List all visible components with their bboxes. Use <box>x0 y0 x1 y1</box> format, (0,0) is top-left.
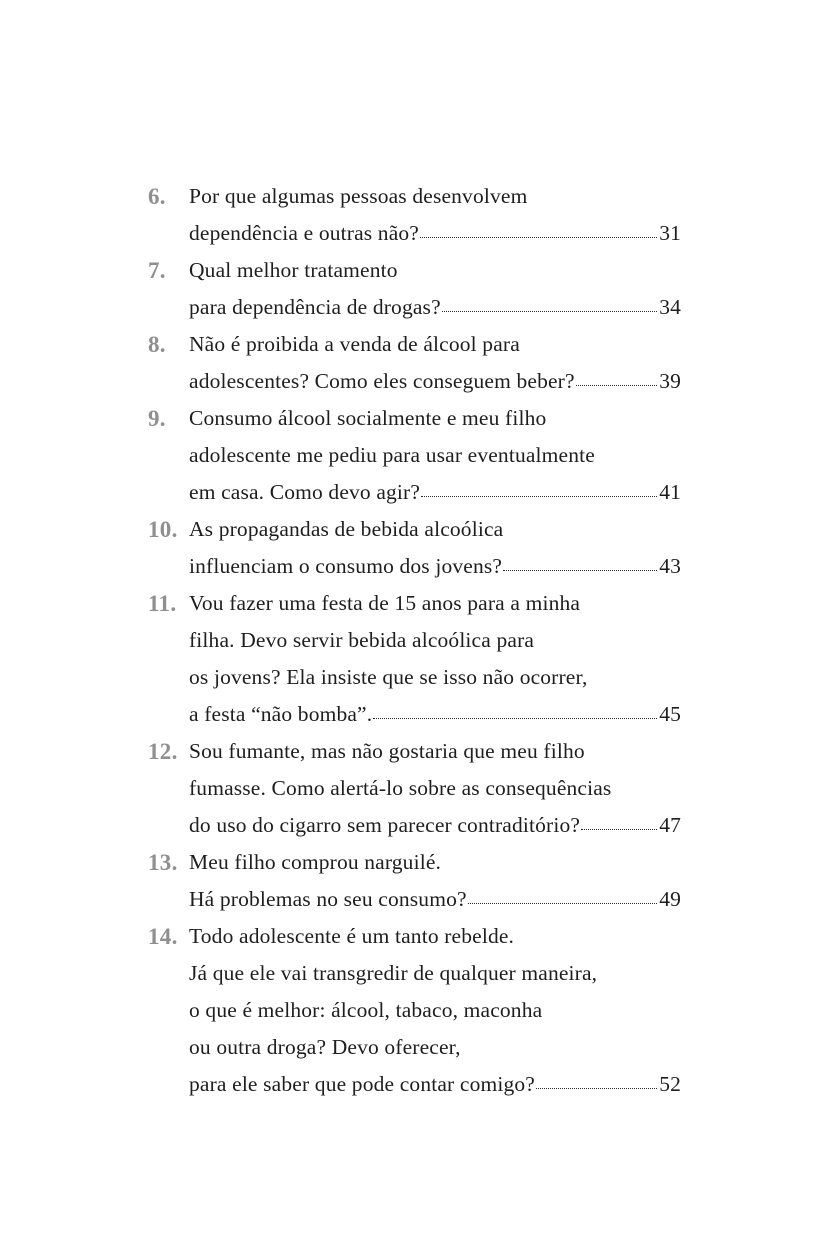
toc-entry[interactable] <box>148 585 681 733</box>
dot-leader <box>373 716 657 719</box>
toc-entry-title-line: Todo adolescente é um tanto rebelde. <box>189 924 515 948</box>
toc-entry-title-line: Consumo álcool socialmente e meu filho <box>189 406 547 430</box>
toc-entry-number: 8. <box>148 332 166 357</box>
toc-entry-last-line <box>189 881 681 918</box>
dot-leader <box>420 235 657 238</box>
toc-entry-title-line: a festa “não bomba”. <box>189 702 373 726</box>
toc-entry-last-line <box>189 474 681 511</box>
toc-entry-title-line: os jovens? Ela insiste que se isso não ocorrer, <box>189 665 588 689</box>
toc-entry-page-number: 45 <box>659 702 681 726</box>
toc-entry-title-line: fumasse. Como alertá-lo sobre as consequências <box>189 776 612 800</box>
toc-entry-number: 14. <box>148 924 178 949</box>
table-of-contents <box>148 178 681 1103</box>
toc-entry-page-number: 34 <box>659 295 681 319</box>
dot-leader <box>442 309 657 312</box>
toc-entry-last-line <box>189 215 681 252</box>
toc-entry-title-line: para dependência de drogas? <box>189 295 441 319</box>
toc-entry-title-line: ou outra droga? Devo oferecer, <box>189 1035 461 1059</box>
toc-entry-page-number: 43 <box>659 554 681 578</box>
toc-entry-title-line: Vou fazer uma festa de 15 anos para a minha <box>189 591 581 615</box>
toc-entry-last-line <box>189 807 681 844</box>
toc-entry-number: 13. <box>148 850 178 875</box>
toc-entry-title-line: Já que ele vai transgredir de qualquer maneira, <box>189 961 598 985</box>
toc-entry-page-number: 47 <box>659 813 681 837</box>
toc-entry[interactable] <box>148 511 681 585</box>
toc-entry[interactable] <box>148 733 681 844</box>
toc-entry[interactable] <box>148 178 681 252</box>
toc-entry-title-line: em casa. Como devo agir? <box>189 480 421 504</box>
dot-leader <box>503 568 657 571</box>
toc-entry-title-line: filha. Devo servir bebida alcoólica para <box>189 628 535 652</box>
toc-entry-page-number: 41 <box>659 480 681 504</box>
toc-entry-title-line: o que é melhor: álcool, tabaco, maconha <box>189 998 543 1022</box>
toc-entry-title-line: Não é proibida a venda de álcool para <box>189 332 520 356</box>
toc-entry[interactable] <box>148 326 681 400</box>
dot-leader <box>468 901 658 904</box>
dot-leader <box>576 383 658 386</box>
toc-entry-last-line <box>189 1066 681 1103</box>
toc-entry-title-line: adolescentes? Como eles conseguem beber? <box>189 369 575 393</box>
toc-entry-number: 11. <box>148 591 177 616</box>
toc-entry-last-line <box>189 363 681 400</box>
toc-entry-page-number: 31 <box>659 221 681 245</box>
toc-entry-title-line: dependência e outras não? <box>189 221 419 245</box>
toc-entry-title-line: Meu filho comprou narguilé. <box>189 850 442 874</box>
toc-entry[interactable] <box>148 252 681 326</box>
toc-entry-title-line: do uso do cigarro sem parecer contraditório? <box>189 813 581 837</box>
toc-entry-title-line: As propagandas de bebida alcoólica <box>189 517 504 541</box>
toc-entry-number: 9. <box>148 406 166 431</box>
toc-entry-title-line: Sou fumante, mas não gostaria que meu filho <box>189 739 585 763</box>
toc-entry[interactable] <box>148 400 681 511</box>
dot-leader <box>536 1086 657 1089</box>
toc-entry-title-line: para ele saber que pode contar comigo? <box>189 1072 535 1096</box>
toc-entry-title-line: Por que algumas pessoas desenvolvem <box>189 184 528 208</box>
dot-leader <box>421 494 657 497</box>
toc-entry[interactable] <box>148 844 681 918</box>
toc-entry-page-number: 52 <box>659 1072 681 1096</box>
toc-entry-page-number: 39 <box>659 369 681 393</box>
toc-entry-title-line: adolescente me pediu para usar eventualmente <box>189 443 595 467</box>
toc-entry-last-line <box>189 696 681 733</box>
dot-leader <box>581 827 657 830</box>
toc-entry-number: 6. <box>148 184 166 209</box>
toc-entry-last-line <box>189 289 681 326</box>
toc-entry-number: 12. <box>148 739 178 764</box>
toc-entry-number: 10. <box>148 517 178 542</box>
toc-entry-number: 7. <box>148 258 166 283</box>
toc-entry-title-line: influenciam o consumo dos jovens? <box>189 554 503 578</box>
toc-entry-title-line: Qual melhor tratamento <box>189 258 398 282</box>
toc-entry-page-number: 49 <box>659 887 681 911</box>
toc-entry-title-line: Há problemas no seu consumo? <box>189 887 467 911</box>
toc-entry[interactable] <box>148 918 681 1103</box>
toc-entry-last-line <box>189 548 681 585</box>
